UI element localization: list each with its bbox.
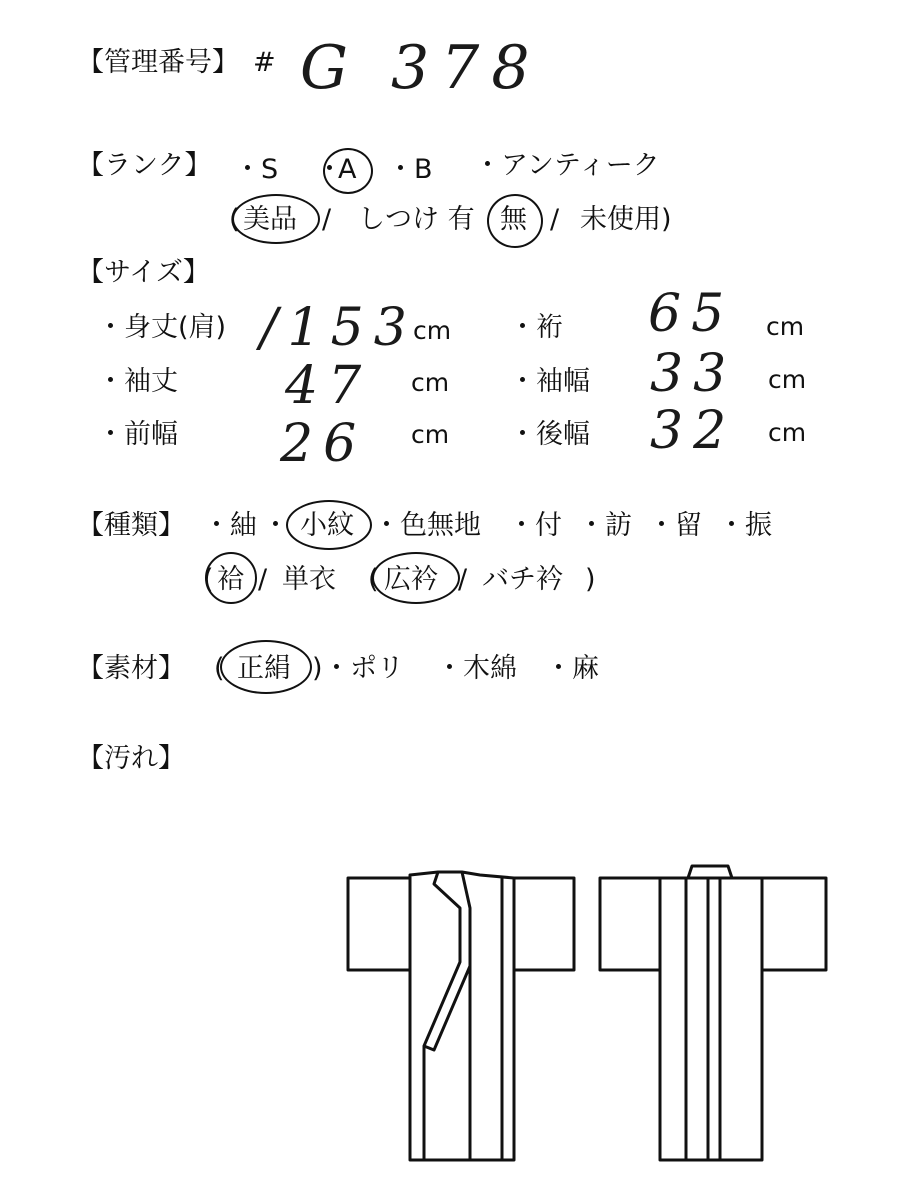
size-right-label-1: ・袖幅: [509, 366, 590, 397]
management-number: G 378: [300, 33, 542, 103]
size-left-value-1: 47: [285, 356, 372, 416]
type-iromuji: ・色無地: [373, 510, 481, 541]
size-left-label-1: ・袖丈: [97, 366, 178, 397]
rank-option-a: A: [338, 154, 357, 185]
type-homon: ・訪: [578, 510, 632, 541]
rank-option-s: ・S: [234, 154, 279, 185]
rank-label: 【ランク】: [77, 150, 212, 181]
size-label: 【サイズ】: [77, 257, 210, 288]
size-left-label-2: ・前幅: [97, 419, 178, 450]
kimono-back-diagram: [594, 860, 834, 1160]
material-poly: ・ポリ: [323, 653, 404, 684]
type-open: (: [203, 564, 214, 595]
rank-slash-1: /: [322, 204, 332, 235]
stain-label: 【汚れ】: [77, 743, 185, 774]
type-bachieri: バチ衿: [482, 564, 563, 595]
size-right-label-2: ・後幅: [509, 419, 590, 450]
size-left-unit-0: cm: [413, 316, 452, 345]
size-right-value-2: 32: [650, 401, 737, 461]
material-silk: 正絹: [237, 653, 291, 684]
type-furi: ・振: [718, 510, 772, 541]
kimono-front-diagram: [340, 860, 580, 1160]
rank-option-antique: ・アンティーク: [474, 150, 660, 181]
size-left-unit-2: cm: [411, 420, 450, 449]
rank-slash-2: /: [550, 204, 560, 235]
rank-option-b: ・B: [387, 154, 433, 185]
type-close: ): [585, 564, 596, 595]
type-slash-2: /: [458, 564, 468, 595]
type-label: 【種類】: [77, 510, 185, 541]
type-awase: 袷: [217, 564, 244, 595]
size-right-label-0: ・裄: [509, 312, 563, 343]
shitsuke-none: 無: [500, 204, 527, 235]
material-close: ): [312, 653, 323, 684]
type-komon: 小紋: [300, 510, 354, 541]
size-right-value-1: 33: [650, 344, 737, 404]
size-left-value-0: /153: [260, 298, 417, 358]
size-right-unit-2: cm: [768, 418, 807, 447]
unused-label: 未使用): [580, 204, 672, 235]
type-tsumugi: ・紬: [203, 510, 257, 541]
size-right-unit-0: cm: [766, 312, 805, 341]
rank-sub-open: (: [229, 204, 240, 235]
material-open: (: [214, 653, 225, 684]
type-slash-1: /: [258, 564, 268, 595]
management-hash: #: [253, 47, 276, 78]
rank-option-dot: ・: [316, 154, 343, 185]
size-left-unit-1: cm: [411, 368, 450, 397]
type-open-2: (: [368, 564, 379, 595]
type-tome: ・留: [648, 510, 702, 541]
material-hemp: ・麻: [545, 653, 599, 684]
size-left-value-2: 26: [280, 414, 367, 474]
size-right-value-0: 65: [648, 284, 735, 344]
type-hitoe: 単衣: [282, 564, 336, 595]
condition-beauty: 美品: [243, 204, 297, 235]
material-cotton: ・木綿: [436, 653, 517, 684]
material-label: 【素材】: [77, 653, 185, 684]
type-tsuke: ・付: [508, 510, 562, 541]
type-hiroeri: 広衿: [384, 564, 438, 595]
size-left-label-0: ・身丈(肩): [97, 312, 227, 343]
shitsuke-label: しつけ 有: [358, 204, 475, 235]
type-dot: ・: [262, 510, 289, 541]
management-label: 【管理番号】: [77, 47, 239, 78]
size-right-unit-1: cm: [768, 365, 807, 394]
